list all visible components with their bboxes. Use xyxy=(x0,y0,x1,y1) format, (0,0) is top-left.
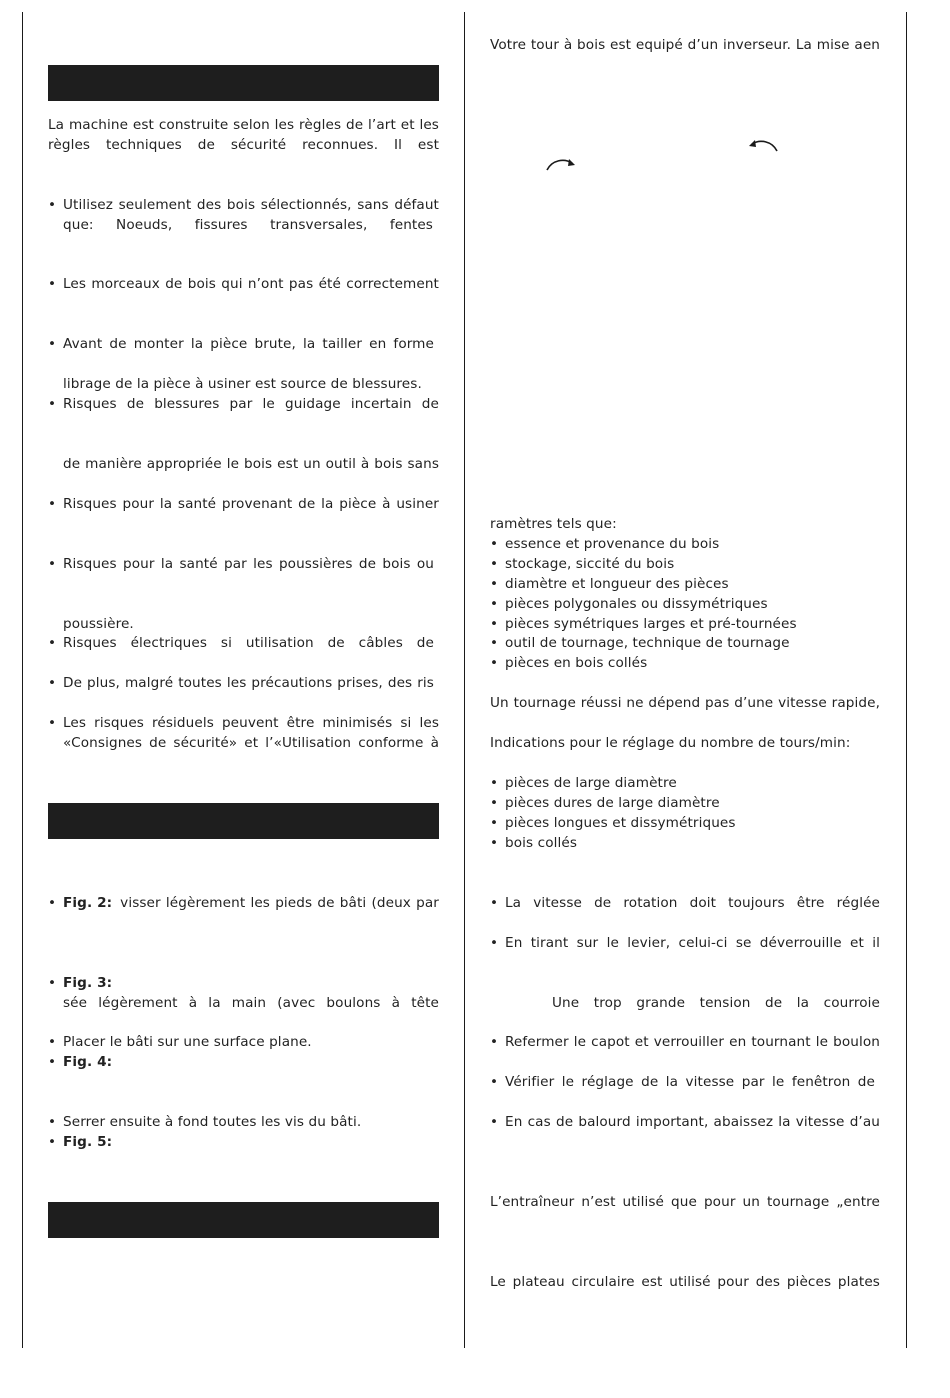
bullet: • xyxy=(48,1034,57,1050)
bullet-wood-line-2: que: Noeuds, fissures transversales, fentes xyxy=(63,217,433,233)
reverser-intro: Votre tour à bois est equipé d’un inverseur. La mise aen xyxy=(490,37,880,53)
speed-setting-bullet: La vitesse de rotation doit toujours être réglée xyxy=(505,895,880,911)
bullet: • xyxy=(48,336,57,352)
bullet-precautions-line-1: De plus, malgré toutes les précautions prises, des ris xyxy=(63,675,434,691)
param-item: pièces en bois collés xyxy=(505,655,648,671)
bullet: • xyxy=(490,635,499,651)
bullet: • xyxy=(48,1134,57,1150)
bullet-health-line-1: Risques pour la santé provenant de la pièce à usiner xyxy=(63,496,439,512)
bullet: • xyxy=(490,1114,499,1130)
fig5-label: Fig. 5: xyxy=(63,1134,113,1150)
bullet: • xyxy=(48,975,57,991)
param-item: outil de tournage, technique de tournage xyxy=(505,635,790,651)
bullet: • xyxy=(490,895,499,911)
bullet: • xyxy=(48,675,57,691)
speed-item: pièces longues et dissymétriques xyxy=(505,815,736,831)
bullet-tool-line-1: Risques de blessures par le guidage incertain de xyxy=(63,396,439,412)
fig3-cont: sée légèrement à la main (avec boulons à tête xyxy=(63,995,439,1011)
bullet: • xyxy=(490,775,499,791)
tighten-screws-text: Serrer ensuite à fond toutes les vis du bâti. xyxy=(63,1114,362,1130)
param-item: pièces polygonales ou dissymétriques xyxy=(505,596,768,612)
bullet: • xyxy=(48,396,57,412)
bullet: • xyxy=(490,835,499,851)
faceplate-text: Le plateau circulaire est utilisé pour des pièces plates xyxy=(490,1274,880,1290)
bullet: • xyxy=(490,1034,499,1050)
parameters-intro: ramètres tels que: xyxy=(490,516,617,532)
bullet: • xyxy=(490,556,499,572)
bullet-mount-line-1: Avant de monter la pièce brute, la tailler en forme xyxy=(63,336,434,352)
bullet: • xyxy=(48,1114,57,1130)
param-item: diamètre et longueur des pièces xyxy=(505,576,729,592)
intro-line-2: règles techniques de sécurité reconnues. Il est xyxy=(48,137,439,153)
close-cover-bullet: Refermer le capot et verrouiller en tournant le boulon xyxy=(505,1034,880,1050)
section-heading-bar-2 xyxy=(48,803,439,839)
section-heading-bar-3 xyxy=(48,1202,439,1238)
rotate-counterclockwise-icon xyxy=(746,136,780,154)
bullet: • xyxy=(48,496,57,512)
bullet: • xyxy=(490,616,499,632)
place-frame-text: Placer le bâti sur une surface plane. xyxy=(63,1034,312,1050)
bullet-residual-line-2: «Consignes de sécurité» et l’«Utilisation conforme à xyxy=(63,735,439,751)
bullet: • xyxy=(48,197,57,213)
bullet: • xyxy=(490,536,499,552)
bullet: • xyxy=(490,815,499,831)
bullet: • xyxy=(490,596,499,612)
check-speed-bullet: Vérifier le réglage de la vitesse par le fenêtron de xyxy=(505,1074,875,1090)
rotate-clockwise-icon xyxy=(544,155,578,173)
lever-bullet: En tirant sur le levier, celui-ci se déverrouille et il xyxy=(505,935,880,951)
bullet-mount-cont: librage de la pièce à usiner est source de blessures. xyxy=(63,376,422,392)
param-item: stockage, siccité du bois xyxy=(505,556,675,572)
turning-success-text: Un tournage réussi ne dépend pas d’une vitesse rapide, xyxy=(490,695,880,711)
bullet: • xyxy=(48,276,57,292)
bullet: • xyxy=(490,795,499,811)
right-column-rule xyxy=(906,12,907,1348)
bullet: • xyxy=(490,1074,499,1090)
bullet: • xyxy=(48,715,57,731)
drive-center-text: L’entraîneur n’est utilisé que pour un tournage „entre xyxy=(490,1194,880,1210)
bullet-residual-line-1: Les risques résiduels peuvent être minimisés si les xyxy=(63,715,439,731)
bullet-electric-line-1: Risques électriques si utilisation de câbles de xyxy=(63,635,434,651)
bullet-dust-cont: poussière. xyxy=(63,616,134,632)
fig4-label: Fig. 4: xyxy=(63,1054,113,1070)
imbalance-bullet: En cas de balourd important, abaissez la vitesse d’au xyxy=(505,1114,880,1130)
bullet: • xyxy=(490,655,499,671)
param-item: essence et provenance du bois xyxy=(505,536,720,552)
bullet: • xyxy=(490,935,499,951)
speed-item: pièces de large diamètre xyxy=(505,775,677,791)
bullet: • xyxy=(490,576,499,592)
speed-indications-text: Indications pour le réglage du nombre de tours/min: xyxy=(490,735,851,751)
fig2-line xyxy=(63,893,439,913)
bullet-wood-line-1: Utilisez seulement des bois sélectionnés, sans défaut xyxy=(63,197,439,213)
bullet-tool-cont: de manière appropriée le bois est un outil à bois sans xyxy=(63,456,439,472)
bullet: • xyxy=(48,895,57,911)
fig2-text: visser légèrement les pieds de bâti (deux par xyxy=(120,895,439,911)
center-column-rule xyxy=(464,12,465,1348)
fig2-label: Fig. 2: xyxy=(63,895,113,911)
bullet-pieces-line-1: Les morceaux de bois qui n’ont pas été correctement xyxy=(63,276,439,292)
bullet: • xyxy=(48,556,57,572)
belt-tension-text: Une trop grande tension de la courroie xyxy=(552,995,880,1011)
speed-item: bois collés xyxy=(505,835,578,851)
left-column-rule xyxy=(22,12,23,1348)
param-item: pièces symétriques larges et pré-tournées xyxy=(505,616,797,632)
fig3-label: Fig. 3: xyxy=(63,975,113,991)
bullet: • xyxy=(48,1054,57,1070)
bullet-dust-line-1: Risques pour la santé par les poussières de bois ou xyxy=(63,556,434,572)
intro-line-1: La machine est construite selon les règles de l’art et les xyxy=(48,117,439,133)
section-heading-bar-1 xyxy=(48,65,439,101)
speed-item: pièces dures de large diamètre xyxy=(505,795,720,811)
bullet: • xyxy=(48,635,57,651)
